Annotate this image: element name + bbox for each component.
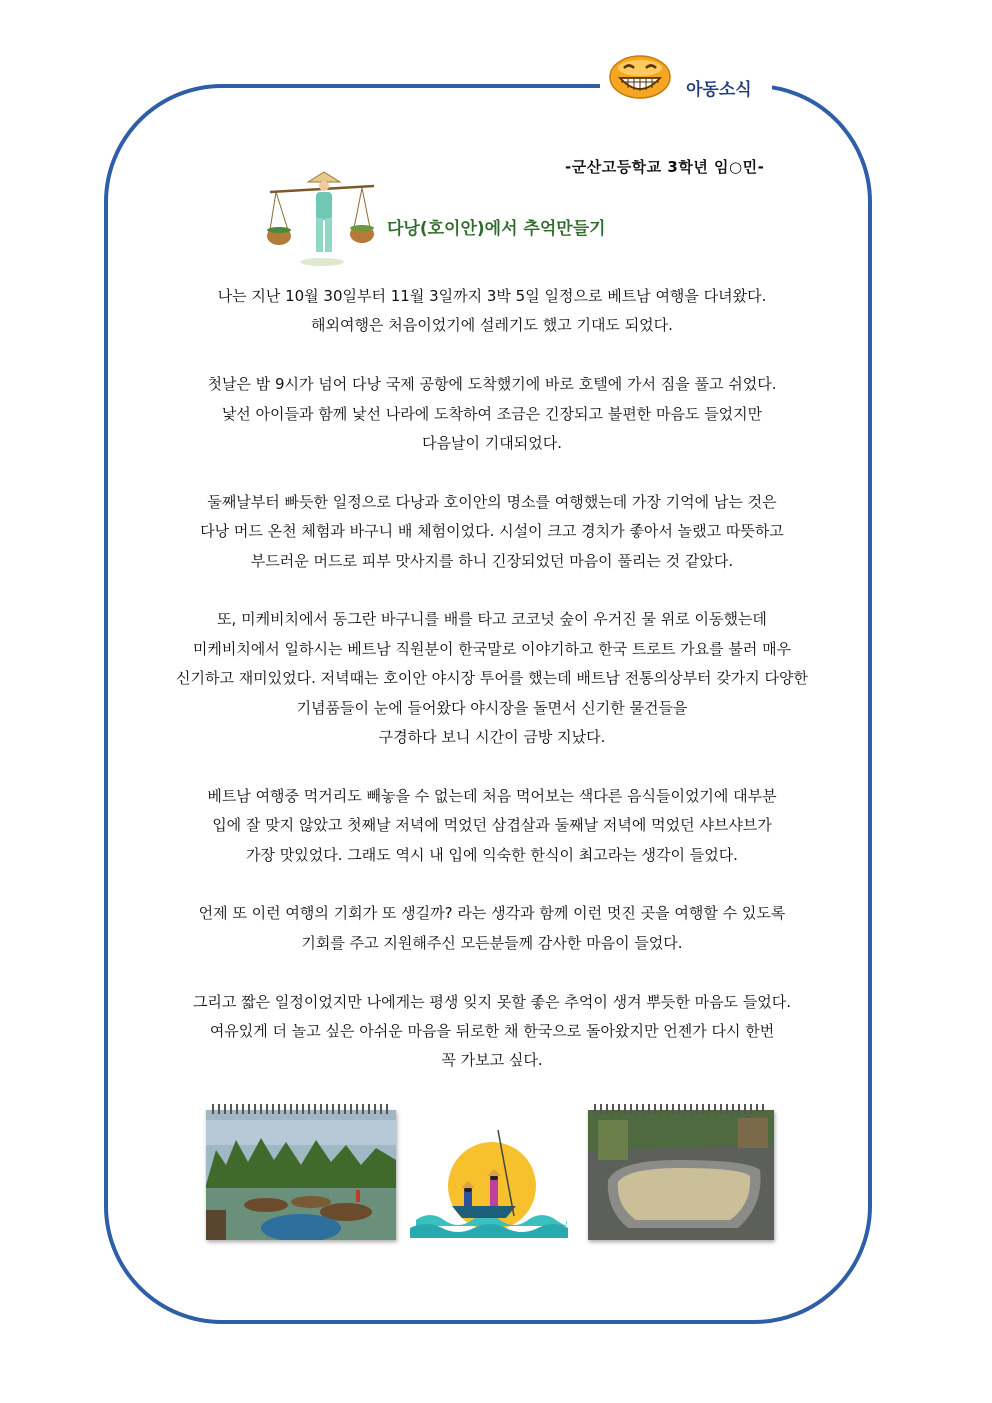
paragraph [120,282,864,341]
paragraph [120,988,864,1076]
author-byline: -군산고등학교 3학년 임○민- [565,158,765,176]
text-line: 낯선 아이들과 함께 낯선 나라에 도착하여 조금은 긴장되고 불편한 마음도 들었지만 [221,404,763,423]
vietnamese-vendor-illustration [266,170,378,270]
text-line: 꼭 가보고 싶다. [441,1051,543,1070]
text-line: 구경하다 보니 시간이 금방 지났다. [378,728,606,747]
paragraph [120,488,864,576]
paragraph [120,899,864,958]
text-line: 베트남 여행중 먹거리도 빼놓을 수 없는데 처음 먹어보는 색다른 음식들이었기에 대부분 [207,786,777,805]
text-line: 또, 미케비치에서 동그란 바구니를 배를 타고 코코넛 숲이 우거진 물 위로 이동했는데 [217,610,767,629]
smiley-icon [608,54,672,100]
text-line: 가장 맛있었다. 그래도 역시 내 입에 익숙한 한식이 최고라는 생각이 들었다. [246,845,738,864]
text-line: 미케비치에서 일하시는 베트남 직원분이 한국말로 이야기하고 한국 트로트 가요를 불러 매우 [192,639,792,658]
article-body [120,282,864,1105]
text-line: 여유있게 더 놀고 싶은 아쉬운 마음을 뒤로한 채 한국으로 돌아왔지만 언젠가 다시 한번 [209,1022,775,1041]
text-line: 첫날은 밤 9시가 넘어 다낭 국제 공항에 도착했기에 바로 호텔에 가서 짐을 풀고 쉬었다. [207,375,777,394]
text-line: 다음날이 기대되었다. [422,434,562,453]
text-line: 다낭 머드 온천 체험과 바구니 배 체험이었다. 시설이 크고 경치가 좋아서 놀랬고 따뜻하고 [200,522,784,541]
text-line: 입에 잘 맞지 않았고 첫째날 저녁에 먹었던 삼겹살과 둘째날 저녁에 먹었던 샤브샤브가 [212,816,772,835]
spiral-binding [212,1104,390,1114]
paragraph [120,605,864,752]
basket-boats-photo [206,1110,396,1240]
text-line: 기념품들이 눈에 들어왔다 야시장을 돌면서 신기한 물건들을 [296,698,688,717]
text-line: 해외여행은 처음이었기에 설레기도 했고 기대도 되었다. [311,316,673,335]
text-line: 그리고 짧은 일정이었지만 나에게는 평생 잊지 못할 좋은 추억이 생겨 뿌듯한 마음도 들었다. [192,992,792,1011]
spiral-binding [594,1104,768,1114]
text-line: 언제 또 이런 여행의 기회가 또 생길까? 라는 생각과 함께 이런 멋진 곳을 여행할 수 있도록 [198,904,786,923]
text-line: 신기하고 재미있었다. 저녁때는 호이안 야시장 투어를 했는데 배트남 전통의상부터 갖가지 다양한 [175,669,809,688]
paragraph [120,782,864,870]
text-line: 둘째날부터 빠듯한 일정으로 다낭과 호이안의 명소를 여행했는데 가장 기억에 남는 것은 [207,492,777,511]
text-line: 부드러운 머드로 피부 맛사지를 하니 긴장되었던 마음이 풀리는 것 같았다. [250,551,734,570]
text-line: 기회를 주고 지원해주신 모든분들께 감사한 마음이 들었다. [301,933,683,952]
paragraph [120,370,864,458]
mud-bath-photo [588,1110,774,1240]
header-rule [424,84,600,88]
article-title: 다낭(호이안)에서 추억만들기 [387,219,606,239]
text-line: 나는 지난 10월 30일부터 11월 3일까지 3박 5일 일정으로 베트남 여행을 다녀왔다. [217,287,767,305]
boat-sunset-icon [406,1128,572,1240]
section-title: 아동소식 [686,80,752,100]
